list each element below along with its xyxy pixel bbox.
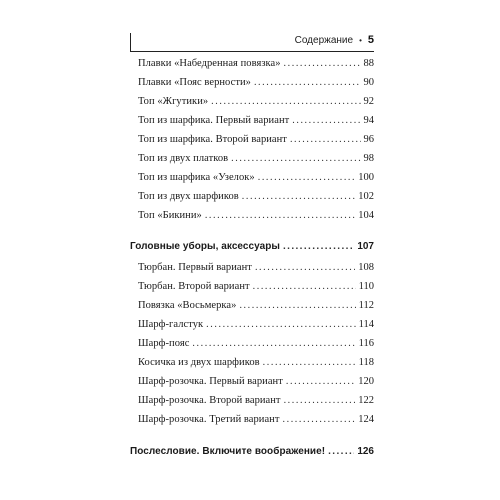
toc-entry-title: Топ «Бикини»	[138, 210, 202, 221]
toc-dot-leader	[254, 77, 361, 88]
toc-entry	[138, 134, 374, 145]
running-header-content	[295, 34, 374, 46]
toc-dot-leader	[192, 338, 355, 349]
running-header-title: Содержание	[294, 34, 354, 46]
toc-entry-title: Плавки «Набедренная повязка»	[138, 58, 281, 69]
toc-entry-page: 96	[363, 134, 374, 145]
toc-dot-leader	[284, 395, 356, 406]
toc-entry-title: Топ из двух платков	[138, 153, 229, 164]
toc-entry-page: 100	[358, 172, 374, 183]
toc-entry	[138, 414, 374, 425]
toc-entry-page: 102	[358, 191, 374, 202]
toc-entry	[138, 58, 374, 69]
toc-entry-title: Топ из шарфика. Первый вариант	[138, 115, 290, 126]
toc-entry-title: Шарф-розочка. Первый вариант	[138, 376, 283, 387]
toc-entry	[138, 153, 374, 164]
toc-entry-page: 120	[358, 376, 374, 387]
toc-entry	[138, 319, 374, 330]
toc-dot-leader	[255, 262, 355, 273]
toc-dot-leader	[231, 153, 360, 164]
page-number: 5	[367, 34, 374, 46]
toc-entry-title: Плавки «Пояс верности»	[138, 77, 251, 88]
toc-entry	[138, 115, 374, 126]
toc-dot-leader	[328, 446, 354, 457]
toc-entry-title: Шарф-розочка. Второй вариант	[138, 395, 281, 406]
toc-entry	[138, 300, 374, 311]
toc-entry-title: Повязка «Восьмерка»	[138, 300, 237, 311]
toc-dot-leader	[263, 357, 356, 368]
toc-entry	[138, 96, 374, 107]
toc-dot-leader	[253, 281, 356, 292]
toc-entry-page: 116	[358, 338, 374, 349]
toc-entry	[138, 376, 374, 387]
toc-entry-title: Тюрбан. Первый вариант	[138, 262, 252, 273]
toc-dot-leader	[284, 58, 361, 69]
toc-dot-leader	[206, 319, 355, 330]
toc-dot-leader	[205, 210, 355, 221]
toc-entry-page: 104	[358, 210, 374, 221]
toc-entry-title: Шарф-розочка. Третий вариант	[138, 414, 280, 425]
toc-dot-leader	[290, 134, 361, 145]
toc-dot-leader	[283, 241, 354, 252]
toc-entry-title: Шарф-пояс	[138, 338, 190, 349]
toc-entry-page: 124	[358, 414, 374, 425]
toc-dot-leader	[292, 115, 360, 126]
toc-dot-leader	[258, 172, 356, 183]
toc-section-title: Послесловие. Включите воображение!	[130, 446, 326, 457]
toc-entry-page: 110	[358, 281, 374, 292]
toc-entry-title: Топ «Жгутики»	[138, 96, 209, 107]
toc-section-heading	[130, 241, 374, 252]
toc-entry-title: Тюрбан. Второй вариант	[138, 281, 250, 292]
toc-dot-leader	[211, 96, 360, 107]
toc-dot-leader	[286, 376, 355, 387]
toc-dot-leader	[239, 300, 355, 311]
running-header	[130, 33, 374, 52]
toc-entry	[138, 281, 374, 292]
running-header-bullet: •	[359, 35, 362, 45]
toc-section-page: 126	[357, 446, 374, 457]
toc-dot-leader	[242, 191, 355, 202]
toc-entry	[138, 210, 374, 221]
toc-entry-page: 118	[358, 357, 374, 368]
toc-entry	[138, 262, 374, 273]
toc-entry-page: 92	[363, 96, 374, 107]
toc-entry	[138, 395, 374, 406]
toc-entry-title: Косичка из двух шарфиков	[138, 357, 260, 368]
toc-entry-page: 114	[358, 319, 374, 330]
toc-entry-page: 112	[358, 300, 374, 311]
toc-entry	[138, 357, 374, 368]
toc-entry	[138, 172, 374, 183]
toc-entry-page: 108	[358, 262, 374, 273]
toc-section-page: 107	[357, 241, 374, 252]
toc-entry	[138, 77, 374, 88]
toc-entry-page: 98	[363, 153, 374, 164]
toc-entry-title: Топ из двух шарфиков	[138, 191, 239, 202]
toc-entry	[138, 338, 374, 349]
toc-entry	[138, 191, 374, 202]
toc-entry-title: Топ из шарфика «Узелок»	[138, 172, 255, 183]
toc-section-title: Головные уборы, аксессуары	[130, 241, 280, 252]
toc-dot-leader	[283, 414, 356, 425]
toc-entry-page: 122	[358, 395, 374, 406]
toc-entry-page: 90	[363, 77, 374, 88]
toc-entry-title: Шарф-галстук	[138, 319, 204, 330]
toc-entry-title: Топ из шарфика. Второй вариант	[138, 134, 287, 145]
toc-entry-page: 94	[363, 115, 374, 126]
toc-section-heading	[130, 446, 374, 457]
toc-entry-page: 88	[363, 58, 374, 69]
